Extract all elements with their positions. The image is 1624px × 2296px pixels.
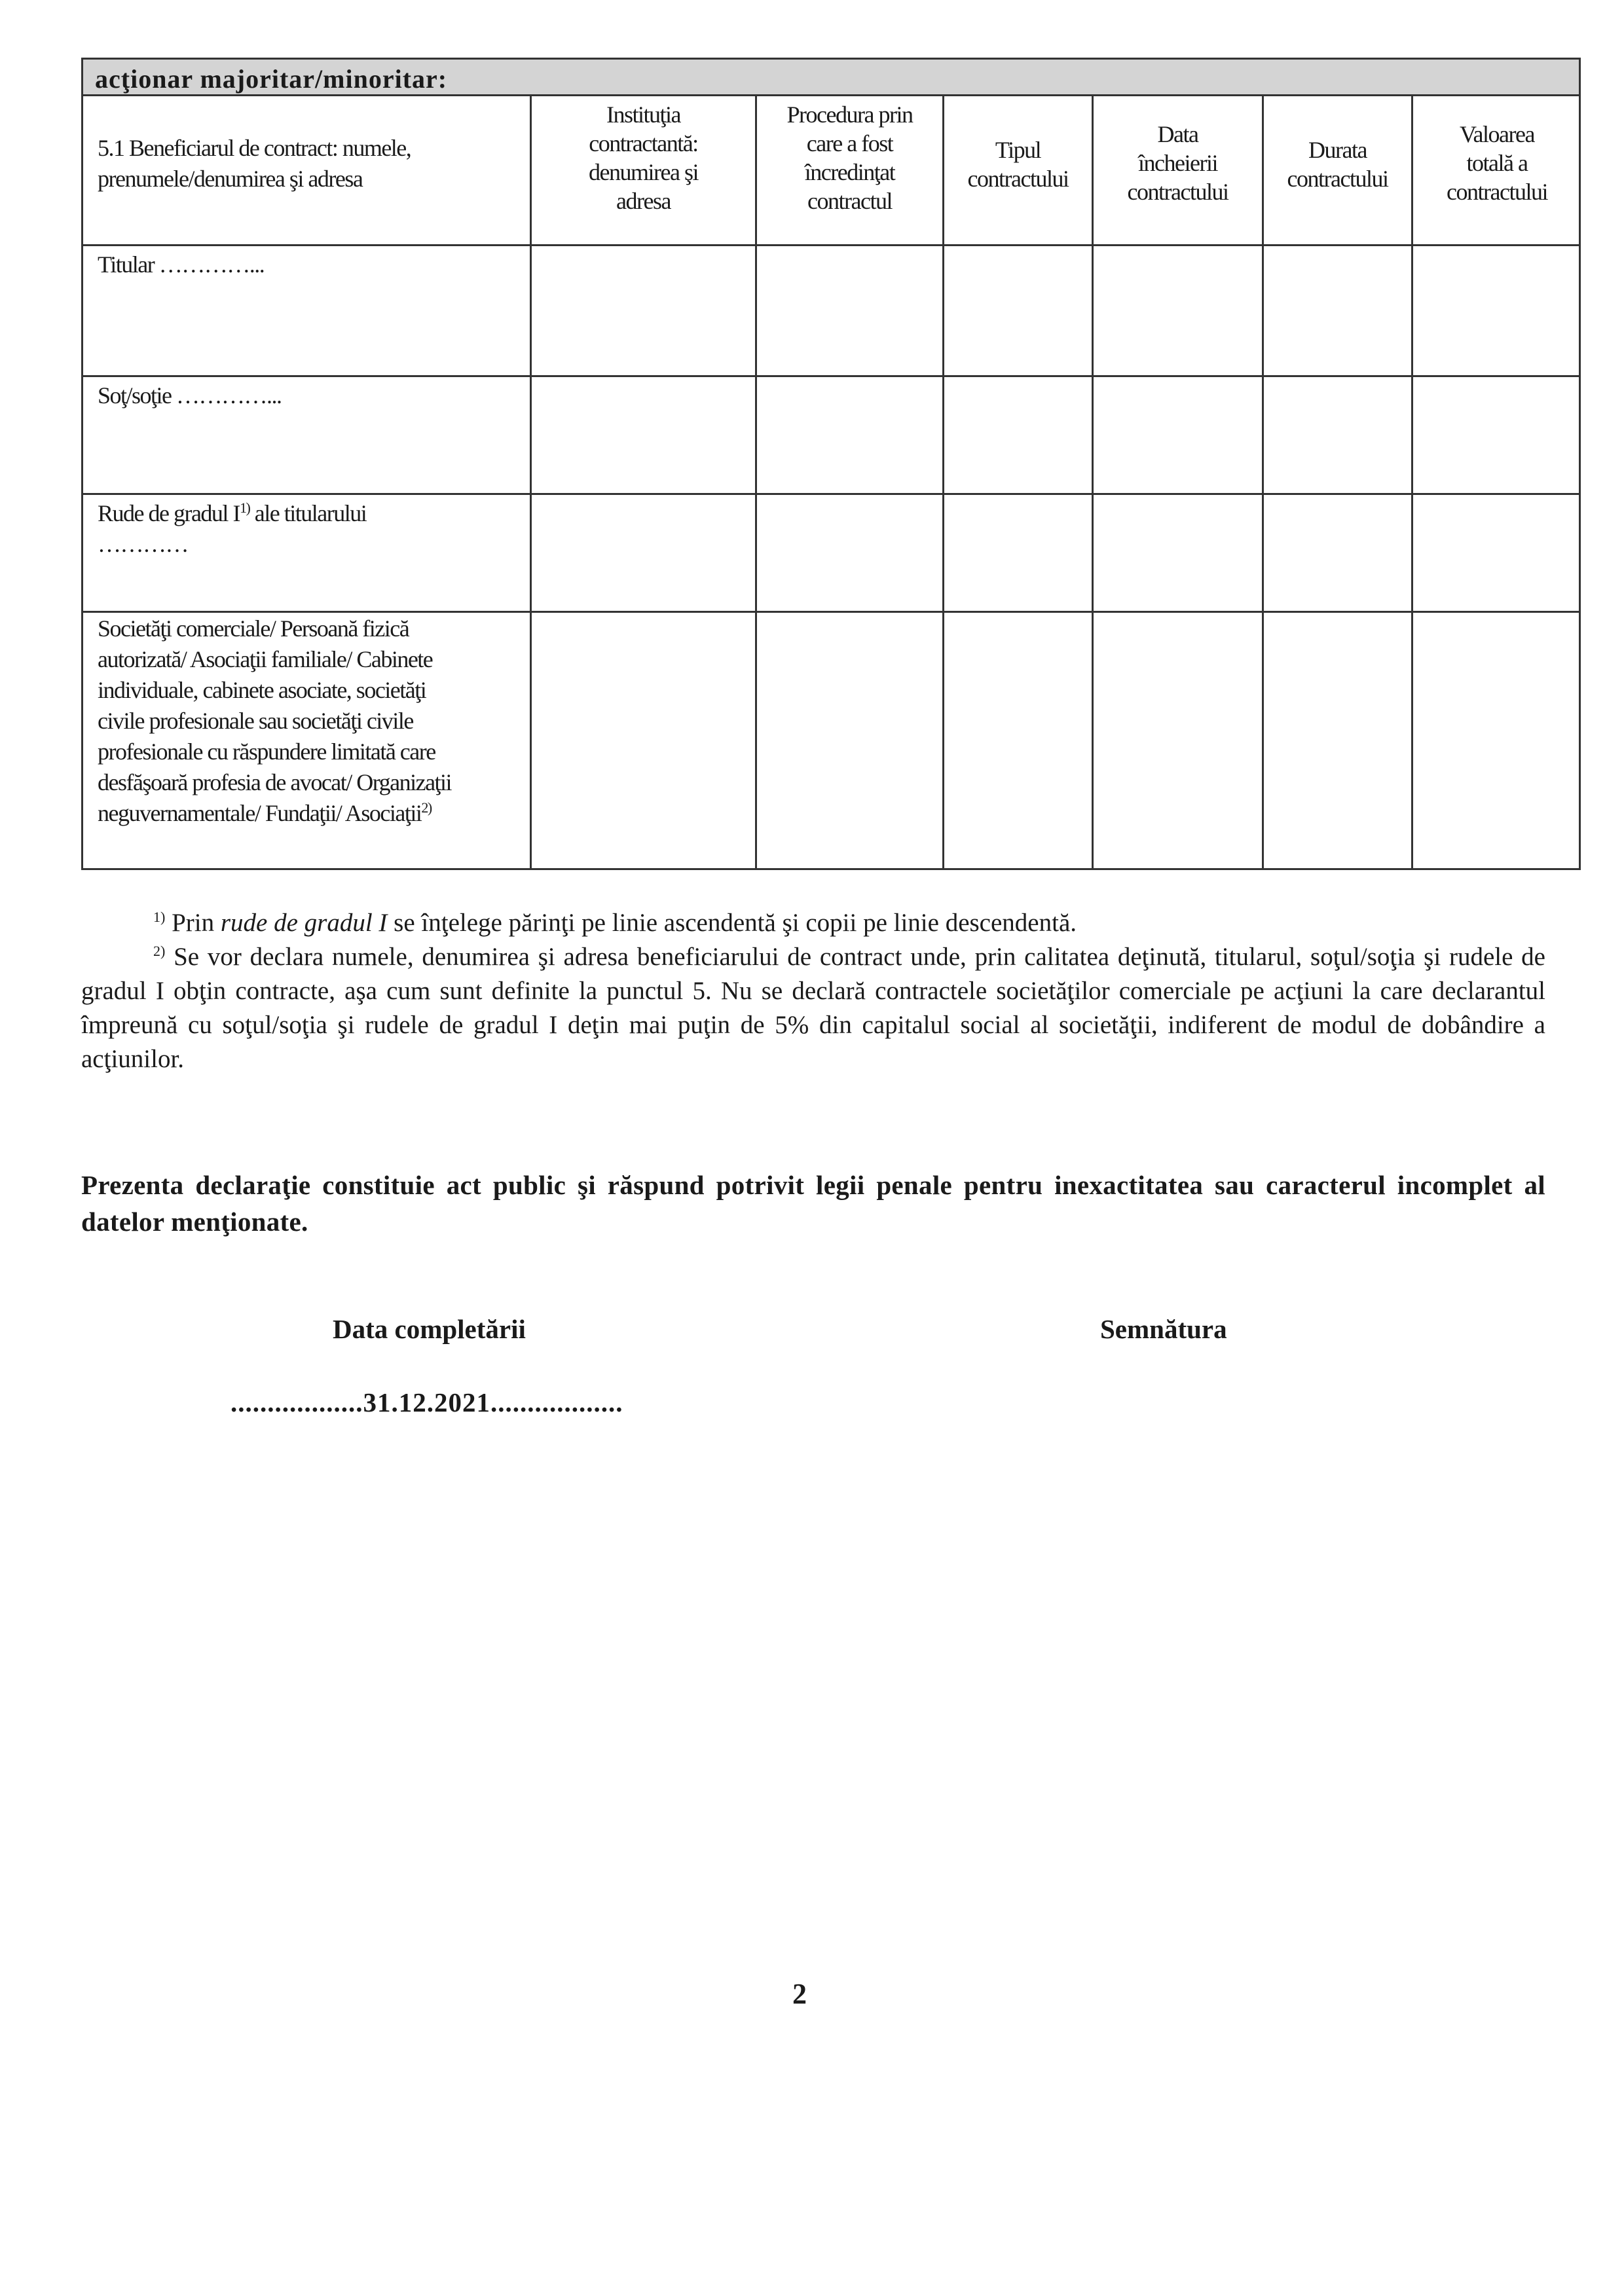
column-divider bbox=[942, 96, 944, 868]
declaration-statement: Prezenta declaraţie constituie act public şi răspund potrivit legii penale pentru inexactitatea sau caracterul incomplet al datelor menţionate. bbox=[81, 1170, 1545, 1237]
column-divider bbox=[1411, 96, 1413, 868]
row-divider bbox=[83, 375, 1579, 377]
section-title: acţionar majoritar/minoritar: bbox=[95, 64, 448, 94]
row-label-relatives: Rude de gradul $I^{1)}$ ale titularului ………… bbox=[98, 500, 367, 557]
column-divider bbox=[1092, 96, 1094, 868]
column-header-institution: Instituţia contractantă: denumirea şi adresa bbox=[589, 101, 698, 214]
column-header-beneficiary: 5.1 Beneficiarul de contract: numele, prenumele/denumirea şi adresa bbox=[98, 135, 411, 192]
row-label-titular: Titular …………... bbox=[98, 251, 265, 278]
table-section-header bbox=[83, 60, 1579, 96]
row-label-spouse: Soţ/soţie …………... bbox=[98, 382, 282, 409]
column-header-procedure: Procedura prin care a fost încredinţat contractul bbox=[786, 101, 913, 214]
contracts-table bbox=[81, 58, 1581, 870]
row-label-companies: Societăţi comerciale/ Persoană fizică autorizată/ Asociaţii familiale/ Cabinete individuale, cabinete asociate, societăţi civile profesionale sau societăţi civile profesionale cu răspundere limitată care desfăşoară profesia de avocat/ Organizaţii neguvernamentale/ Fundaţii/ Asociaţii$^{2)}$ bbox=[98, 615, 452, 826]
row-divider bbox=[83, 244, 1579, 246]
column-divider bbox=[1262, 96, 1264, 868]
column-header-contract-date: Data încheierii contractului bbox=[1127, 121, 1228, 205]
completion-date-value: ..................31.12.2021.................. bbox=[231, 1387, 623, 1417]
completion-date-label: Data completării bbox=[333, 1314, 526, 1344]
footnote-1: $^{1)}$ Prin rude de gradul I se înţelege părinţi pe linie ascendentă şi copii pe linie descendentă. bbox=[153, 909, 1077, 937]
row-divider bbox=[83, 611, 1579, 613]
column-header-contract-type: Tipul contractului bbox=[967, 137, 1069, 192]
signature-label: Semnătura bbox=[1100, 1314, 1227, 1344]
row-divider bbox=[83, 493, 1579, 495]
column-header-duration: Durata contractului bbox=[1287, 137, 1388, 192]
column-header-total-value: Valoarea totală a contractului bbox=[1447, 121, 1547, 205]
page-number: 2 bbox=[792, 1978, 807, 2010]
footnotes bbox=[81, 906, 1545, 1076]
footnote-2: $^{2)}$ Se vor declara numele, denumirea şi adresa beneficiarului de contract unde, prin calitatea deţinută, titularul, soţul/soţia şi rudele de gradul I obţin contracte, aşa cum sunt definite la punctul 5. Nu se declară contractele societăţilor comerciale pe acţiuni la care declarantul împreună cu soţul/soţia şi rudele de gradul I deţin mai puţin de 5% din capitalul social al societăţii, indiferent de modul de dobândire a acţiunilor. bbox=[81, 943, 1545, 1073]
